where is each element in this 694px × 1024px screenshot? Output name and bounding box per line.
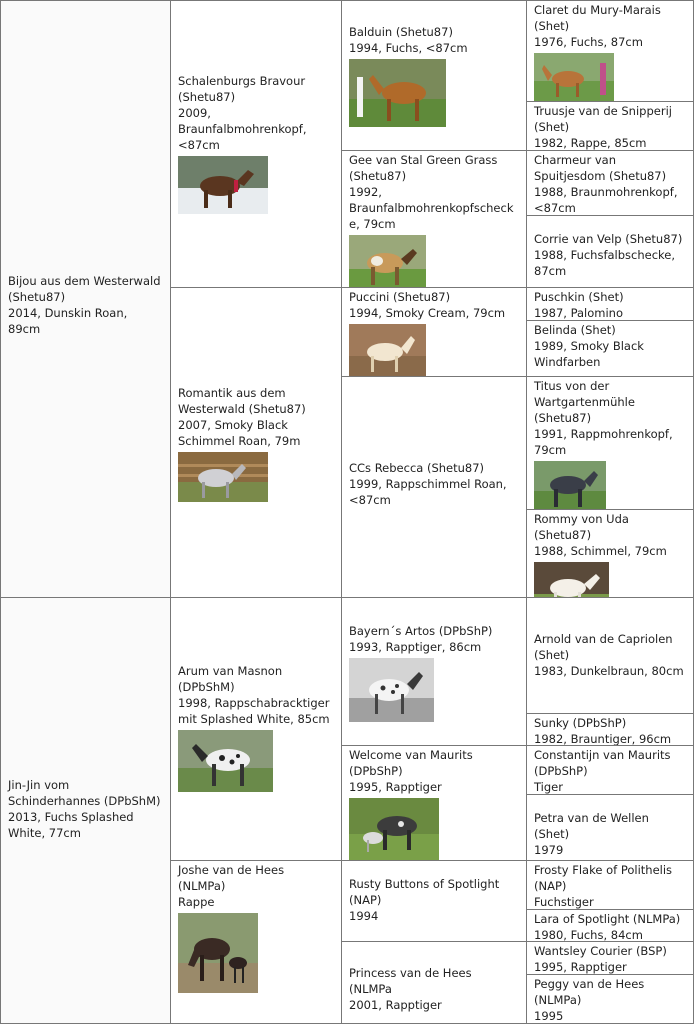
horse-name: CCs Rebecca (Shetu87)	[349, 461, 485, 475]
horse-belinda	[526, 320, 694, 376]
horse-corrie-van-velp	[526, 215, 694, 287]
horse-welcome-van-maurits	[341, 745, 526, 860]
horse-name: Rommy von Uda (Shetu87)	[534, 512, 629, 542]
horse-name: Princess van de Hees (NLMPa	[349, 966, 472, 996]
horse-truusje-van-de-snipperij	[526, 101, 694, 150]
horse-photo	[534, 53, 686, 101]
horse-ccs-rebecca	[341, 376, 526, 597]
horse-details: 2014, Dunskin Roan, 89cm	[8, 306, 128, 336]
horse-details: 1991, Rappmohrenkopf, 79cm	[534, 427, 673, 457]
horse-name: Rusty Buttons of Spotlight (NAP)	[349, 877, 500, 907]
grid-line	[0, 597, 694, 598]
horse-name: Bayern´s Artos (DPbShP)	[349, 624, 493, 638]
horse-balduin	[341, 0, 526, 150]
horse-puschkin	[526, 287, 694, 320]
grid-line	[526, 215, 694, 216]
horse-constantijn-van-maurits	[526, 745, 694, 794]
horse-name: Peggy van de Hees (NLMPa)	[534, 977, 645, 1007]
horse-details: 1987, Palomino	[534, 306, 623, 320]
grid-line	[526, 794, 694, 795]
horse-details: 1995, Rapptiger	[534, 960, 627, 974]
grid-line	[526, 909, 694, 910]
horse-name: Constantijn van Maurits (DPbShP)	[534, 748, 671, 778]
horse-details: 1988, Fuchsfalbschecke, 87cm	[534, 248, 676, 278]
horse-name: Joshe van de Hees (NLMPa)	[178, 863, 285, 893]
horse-photo	[178, 452, 333, 502]
horse-details: 1999, Rappschimmel Roan, <87cm	[349, 477, 507, 507]
horse-name: Titus von der Wartgartenmühle (Shetu87)	[534, 379, 635, 425]
horse-photo	[349, 658, 518, 722]
horse-lara-of-spotlight	[526, 909, 694, 941]
horse-photo	[178, 156, 333, 214]
horse-name: Arnold van de Capriolen (Shet)	[534, 632, 673, 662]
horse-details: 1992, Braunfalbmohrenkopfschecke, 79cm	[349, 185, 514, 231]
horse-photo	[178, 913, 333, 993]
grid-line	[170, 860, 694, 861]
horse-name: Romantik aus dem Westerwald (Shetu87)	[178, 386, 306, 416]
grid-line	[526, 320, 694, 321]
horse-name: Puccini (Shetu87)	[349, 290, 451, 304]
horse-details: 1983, Dunkelbraun, 80cm	[534, 664, 684, 678]
horse-joshe-van-de-hees	[170, 860, 341, 1024]
horse-bijou	[0, 0, 170, 597]
horse-name: Schalenburgs Bravour (Shetu87)	[178, 74, 306, 104]
horse-details: Fuchstiger	[534, 895, 594, 909]
horse-princess-van-de-hees	[341, 941, 526, 1024]
horse-photo	[534, 461, 686, 509]
horse-name: Jin-Jin vom Schinderhannes (DPbShM)	[8, 778, 161, 808]
horse-titus-von-der-wartgartenmuehle	[526, 376, 694, 509]
horse-peggy-van-de-hees	[526, 974, 694, 1024]
horse-name: Puschkin (Shet)	[534, 290, 624, 304]
horse-photo	[349, 324, 518, 376]
horse-details: 1989, Smoky Black Windfarben	[534, 339, 644, 369]
horse-details: 2013, Fuchs Splashed White, 77cm	[8, 810, 134, 840]
horse-details: 1993, Rapptiger, 86cm	[349, 640, 482, 654]
horse-details: 1982, Brauntiger, 96cm	[534, 732, 672, 745]
horse-name: Claret du Mury-Marais (Shet)	[534, 3, 661, 33]
horse-details: Tiger	[534, 780, 563, 794]
horse-name: Frosty Flake of Polithelis (NAP)	[534, 863, 673, 893]
horse-photo	[178, 730, 333, 792]
horse-name: Balduin (Shetu87)	[349, 25, 453, 39]
horse-name: Truusje van de Snipperij (Shet)	[534, 104, 672, 134]
grid-line	[170, 0, 171, 1024]
horse-photo	[349, 798, 518, 860]
horse-schalenburgs-bravour	[170, 0, 341, 287]
horse-claret-du-mury-marais	[526, 0, 694, 101]
horse-gee-van-stal-green-grass	[341, 150, 526, 287]
horse-petra-van-de-wellen	[526, 794, 694, 860]
horse-frosty-flake-of-polithelis	[526, 860, 694, 909]
grid-line	[526, 101, 694, 102]
horse-details: 1988, Braunmohrenkopf, <87cm	[534, 185, 678, 215]
horse-wantsley-courier	[526, 941, 694, 974]
horse-details: 1994, Smoky Cream, 79cm	[349, 306, 506, 320]
horse-name: Corrie van Velp (Shetu87)	[534, 232, 683, 246]
horse-name: Bijou aus dem Westerwald (Shetu87)	[8, 274, 161, 304]
horse-name: Belinda (Shet)	[534, 323, 616, 337]
horse-details: Rappe	[178, 895, 215, 909]
horse-arnold-van-de-capriolen	[526, 597, 694, 713]
horse-details: 2001, Rapptiger	[349, 998, 442, 1012]
horse-rommy-von-uda	[526, 509, 694, 597]
grid-line	[341, 0, 342, 1024]
horse-charmeur-van-spuitjesdom	[526, 150, 694, 215]
horse-sunky	[526, 713, 694, 745]
grid-line	[341, 941, 694, 942]
grid-line	[341, 745, 694, 746]
horse-photo	[349, 59, 518, 127]
horse-romantik-aus-dem-westerwald	[170, 287, 341, 597]
horse-photo	[349, 235, 518, 287]
grid-line	[0, 0, 694, 1]
horse-details: 2009, Braunfalbmohrenkopf, <87cm	[178, 106, 307, 152]
grid-line	[0, 0, 1, 1024]
grid-line	[341, 376, 694, 377]
horse-name: Petra van de Wellen (Shet)	[534, 811, 649, 841]
grid-line	[526, 713, 694, 714]
horse-photo	[534, 562, 686, 597]
horse-bayerns-artos	[341, 597, 526, 745]
horse-details: 1998, Rappschabracktiger mit Splashed White, 85cm	[178, 696, 330, 726]
horse-jin-jin	[0, 597, 170, 1024]
horse-name: Wantsley Courier (BSP)	[534, 944, 667, 958]
horse-details: 1980, Fuchs, 84cm	[534, 928, 643, 941]
horse-details: 1982, Rappe, 85cm	[534, 136, 647, 150]
grid-line	[170, 287, 694, 288]
horse-details: 1988, Schimmel, 79cm	[534, 544, 667, 558]
horse-name: Gee van Stal Green Grass (Shetu87)	[349, 153, 498, 183]
horse-details: 1994	[349, 909, 379, 923]
horse-name: Welcome van Maurits (DPbShP)	[349, 748, 473, 778]
horse-name: Lara of Spotlight (NLMPa)	[534, 912, 681, 926]
horse-details: 1979	[534, 843, 564, 857]
horse-details: 1994, Fuchs, <87cm	[349, 41, 468, 55]
grid-line	[526, 974, 694, 975]
horse-puccini	[341, 287, 526, 376]
horse-name: Arum van Masnon (DPbShM)	[178, 664, 283, 694]
grid-line	[341, 150, 694, 151]
horse-rusty-buttons-of-spotlight	[341, 860, 526, 941]
horse-details: 2007, Smoky Black Schimmel Roan, 79m	[178, 418, 301, 448]
horse-details: 1995, Rapptiger	[349, 780, 442, 794]
horse-name: Charmeur van Spuitjesdom (Shetu87)	[534, 153, 667, 183]
horse-details: 1976, Fuchs, 87cm	[534, 35, 643, 49]
grid-line	[526, 509, 694, 510]
horse-arum-van-masnon	[170, 597, 341, 860]
grid-line	[526, 0, 527, 1024]
horse-details: 1995	[534, 1009, 564, 1023]
horse-name: Sunky (DPbShP)	[534, 716, 627, 730]
